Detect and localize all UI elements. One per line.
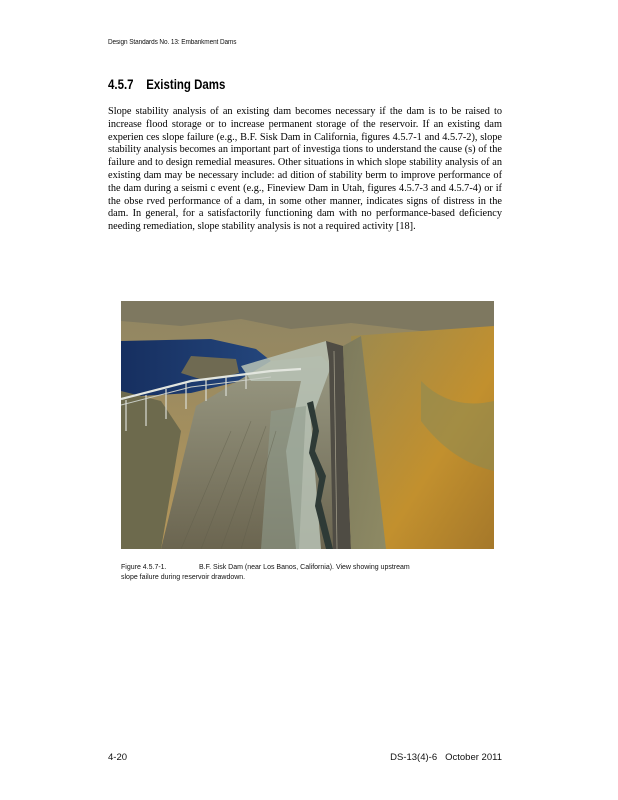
doc-id: DS-13(4)-6 (390, 752, 438, 763)
section-title: Existing Dams (146, 77, 226, 92)
page-number: 4-20 (108, 752, 128, 763)
figure-number: Figure 4.5.7-1. (121, 564, 167, 571)
body-paragraph: Slope stability analysis of an existing dam becomes necessary if the dam is to be raised to increase flood storage or to increase permanent storage of the reservoir. If an existing dam experien ces slope failure (e.g., B.F. Sisk Dam in California, figures 4.5.7-1 and 4.5.7-2), slope stability analysis becomes an important part of investiga tions to understand the cause (s) of the failure and to design remedial measures. Other situations in which slope stability analysis of an existing dam may be necessary include: ad dition of stability berm to improve performance of the dam during a seismi c event (e.g., Fineview Dam in Utah, figures 4.5.7-3 and 4.5.7-4) or if the obse rved performance of a dam, in some other manner, indicates signs of distress in the dam. In general, for a satisfactorily functioning dam with no performance-based deficiency needing remediation, slope stability analysis is not a required activity [18]. (108, 106, 502, 233)
footer-doc-info (390, 752, 502, 763)
dam-photo (121, 301, 494, 549)
running-header: Design Standards No. 13: Embankment Dams (108, 39, 237, 46)
section-number: 4.5.7 (108, 77, 134, 92)
section-heading (108, 77, 225, 92)
figure-caption-text: B.F. Sisk Dam (near Los Banos, California). View showing upstream slope failure during reservoir drawdown. (121, 564, 410, 581)
figure-caption (121, 563, 421, 583)
doc-date: October 2011 (445, 752, 502, 763)
